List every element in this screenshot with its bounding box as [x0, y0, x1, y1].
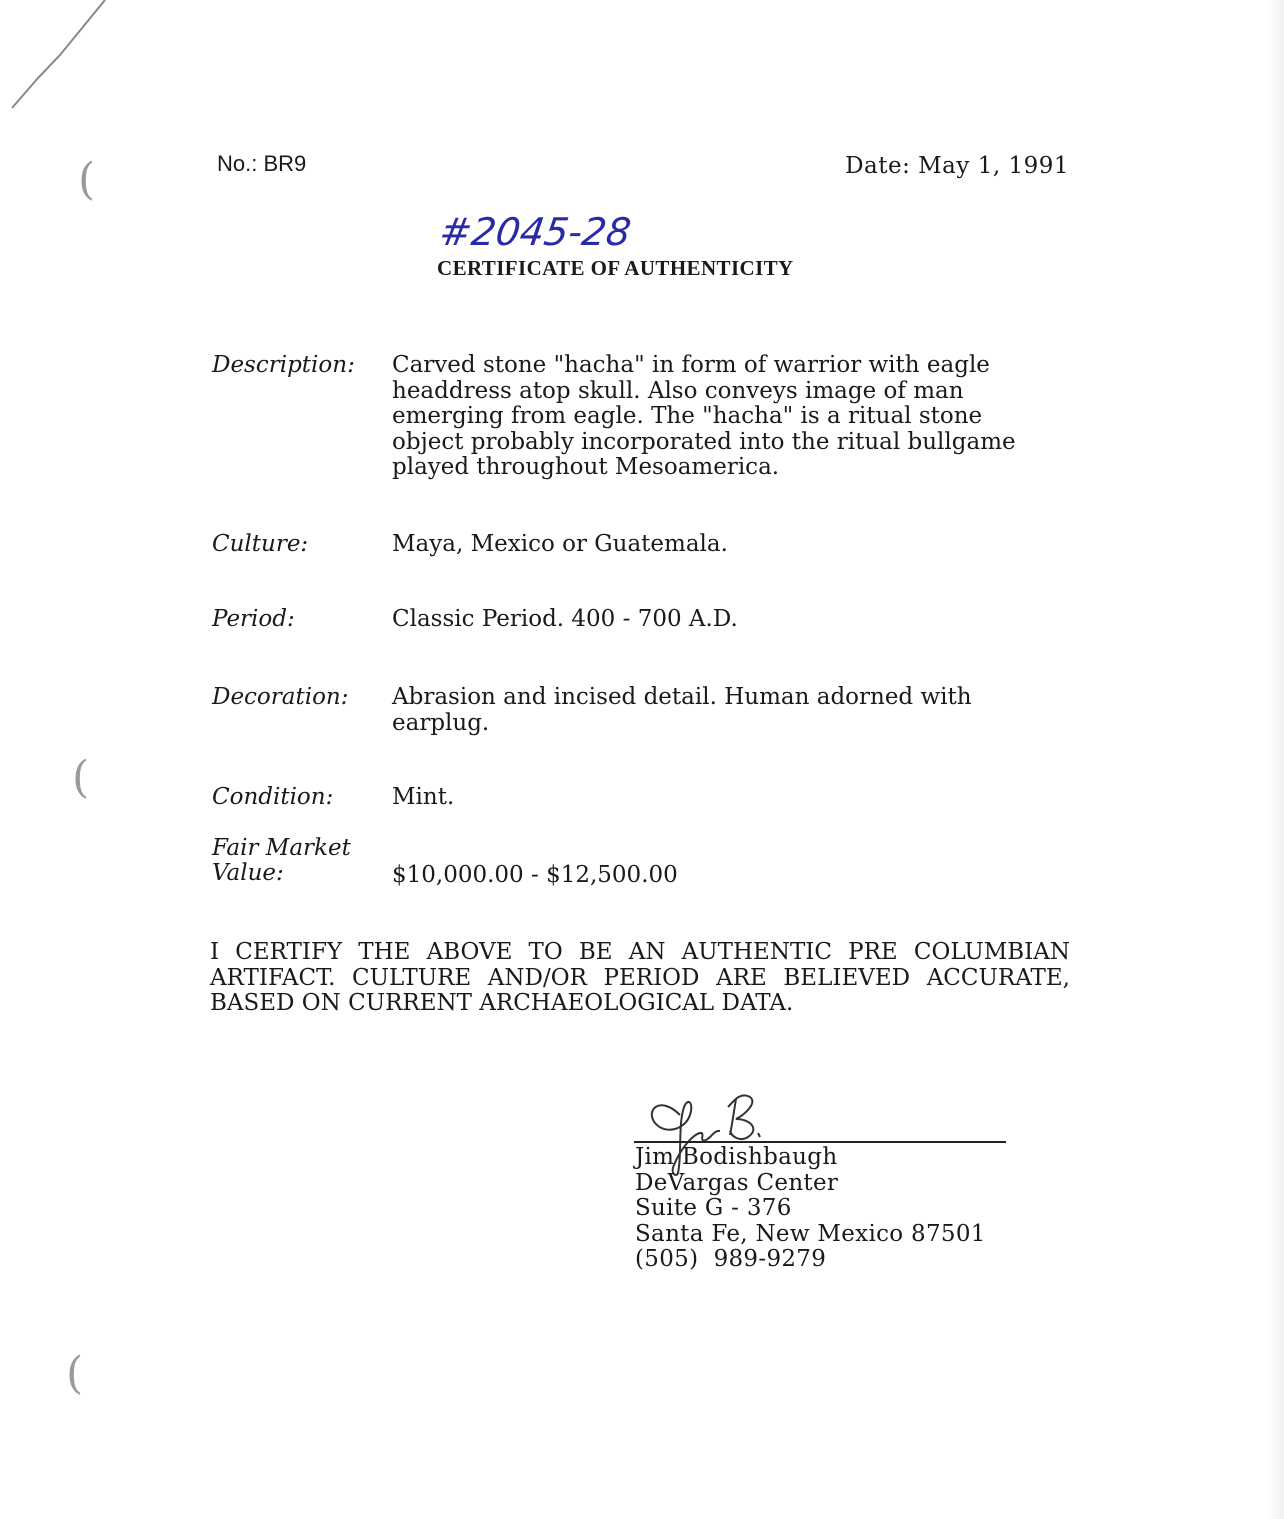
decoration-line: Abrasion and incised detail. Human adorned with — [392, 684, 972, 710]
fair-market-value-label — [212, 836, 382, 886]
description-line: played throughout Mesoamerica. — [392, 454, 780, 480]
handwritten-catalog-number: #2045-28 — [436, 210, 634, 254]
decoration-value — [392, 685, 1052, 736]
decoration-line: earplug. — [392, 709, 490, 736]
signer-address-line: Santa Fe, New Mexico 87501 — [635, 1220, 986, 1247]
signer-phone: (505) 989-9279 — [635, 1246, 827, 1272]
binder-hole-mark-top: ( — [78, 154, 96, 205]
condition-value — [392, 785, 1052, 811]
certificate-title: CERTIFICATE OF AUTHENTICITY — [437, 256, 794, 280]
description-value — [392, 353, 1052, 481]
period-value — [392, 607, 1052, 633]
description-label: Description: — [212, 352, 355, 378]
signer-name: Jim Bodishbaugh — [635, 1144, 838, 1170]
certificate-number: No.: BR9 — [217, 151, 307, 176]
page-edge — [1268, 0, 1284, 1519]
certification-line: BASED ON CURRENT ARCHAEOLOGICAL DATA. — [210, 990, 794, 1016]
certification-line: ARTIFACT. CULTURE AND/OR PERIOD ARE BELIEVED ACCURATE, — [210, 964, 1070, 991]
signer-address-line: DeVargas Center — [635, 1169, 839, 1196]
period-label: Period: — [212, 606, 295, 632]
description-line: Carved stone "hacha" in form of warrior with eagle — [392, 352, 990, 378]
culture-label: Culture: — [212, 531, 309, 557]
certification-line: I CERTIFY THE ABOVE TO BE AN AUTHENTIC PRE COLUMBIAN — [210, 939, 1070, 965]
signer-address-line: Suite G - 376 — [635, 1195, 792, 1221]
fair-market-value-label-line: Fair Market — [212, 835, 351, 861]
fair-market-value-value — [392, 863, 1052, 889]
signature-line — [634, 1141, 1006, 1143]
signer-block — [635, 1145, 986, 1273]
fair-market-value-label-line: Value: — [212, 860, 284, 886]
culture-value — [392, 532, 1052, 558]
decoration-label: Decoration: — [212, 684, 349, 710]
description-line: emerging from eagle. The "hacha" is a ritual stone — [392, 403, 983, 429]
fair-market-value-line: $10,000.00 - $12,500.00 — [392, 862, 678, 888]
certification-statement — [210, 940, 1070, 1017]
culture-line: Maya, Mexico or Guatemala. — [392, 531, 728, 557]
description-line: headdress atop skull. Also conveys image of man — [392, 377, 964, 404]
period-line: Classic Period. 400 - 700 A.D. — [392, 606, 738, 632]
binder-hole-mark-middle: ( — [72, 752, 90, 803]
certificate-date: Date: May 1, 1991 — [845, 153, 1069, 179]
description-line: object probably incorporated into the ritual bullgame — [392, 428, 1016, 455]
scan-fold-line — [0, 0, 130, 130]
binder-hole-mark-bottom: ( — [66, 1348, 84, 1399]
condition-line: Mint. — [392, 784, 455, 810]
condition-label: Condition: — [212, 784, 334, 810]
